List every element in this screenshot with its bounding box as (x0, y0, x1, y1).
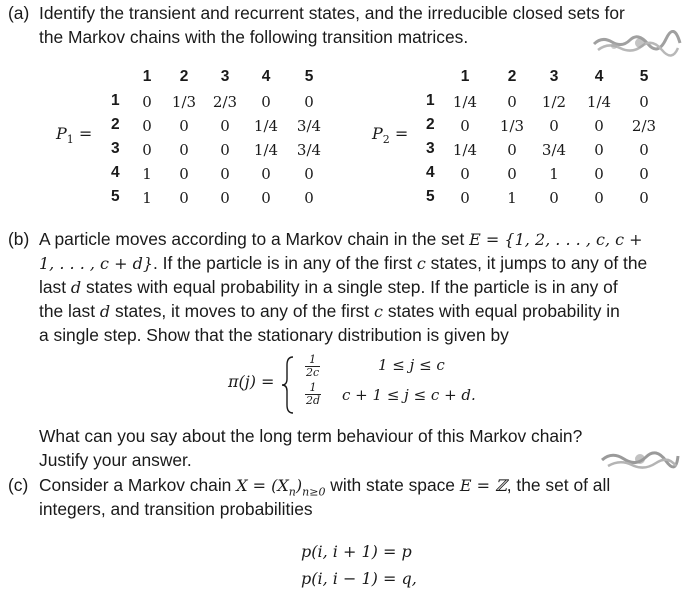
matrix-p2-cell: 0 (639, 93, 649, 111)
part-b-line-1 (39, 228, 694, 252)
matrix-p1-cell: 1 (142, 189, 152, 207)
matrix-p2-col-header: 5 (639, 68, 649, 85)
matrix-p1-row-header: 4 (111, 164, 120, 181)
part-b-l1-text: A particle moves according to a Markov chain in the set (39, 229, 470, 249)
part-c-sub-n-geq-0: n≥0 (302, 485, 326, 499)
matrix-p2-cell: 0 (639, 189, 649, 207)
pi-lhs: π(j) = (228, 372, 275, 391)
watermark-stamp (592, 30, 682, 58)
matrix-p1-name: P (56, 124, 67, 143)
matrix-p1-cell: 0 (304, 93, 314, 111)
matrix-p1-label (56, 124, 92, 146)
part-b-l4-post: states with equal probability in (383, 301, 620, 321)
matrix-p1-cell: 0 (179, 189, 189, 207)
matrix-p1-col-header: 3 (220, 68, 230, 85)
matrix-p1-cell: 0 (261, 93, 271, 111)
matrix-p1-cell: 0 (179, 141, 189, 159)
case-2-num: 1 (305, 382, 321, 395)
matrix-p1-col-header: 2 (179, 68, 189, 85)
matrix-p1-cell: 2/3 (212, 93, 238, 111)
left-brace (281, 355, 295, 415)
matrix-p2-col-header: 4 (594, 68, 604, 85)
matrix-p2-cell: 0 (460, 189, 470, 207)
part-c-sub-n: n (288, 485, 296, 499)
matrix-p2-row-header: 5 (426, 188, 435, 205)
matrix-p2-cell: 1/4 (586, 93, 612, 111)
matrix-p1-subscript: 1 (66, 133, 74, 147)
part-b-l2-end: states, it jumps to any of the (425, 253, 648, 273)
matrix-p1-cell: 0 (179, 165, 189, 183)
case-2-condition: c + 1 ≤ j ≤ c + d. (342, 386, 476, 404)
matrix-p1-cell: 0 (142, 93, 152, 111)
matrix-p2-equals: = (394, 124, 409, 143)
part-b-d: d (70, 278, 82, 297)
matrix-p2-cell: 0 (594, 189, 604, 207)
matrix-p1-cell: 1/4 (253, 141, 279, 159)
case-1-den: 2c (306, 366, 320, 379)
matrix-p1-col-header: 4 (261, 68, 271, 85)
matrix-p2-cell: 0 (549, 189, 559, 207)
matrix-p2-cell: 1/4 (452, 93, 478, 111)
matrix-p1-col-header: 5 (304, 68, 314, 85)
part-c-x-math: X = (X (236, 476, 289, 495)
part-b-d-2: d (99, 302, 111, 321)
matrix-p2-cell: 0 (639, 165, 649, 183)
matrix-p1-col-header: 1 (142, 68, 152, 85)
matrix-p2-cell: 1 (549, 165, 559, 183)
matrix-p2-cell: 1/4 (452, 141, 478, 159)
part-b-line-2 (39, 252, 694, 276)
case-1-fraction (305, 354, 320, 379)
matrix-p1-cell: 3/4 (296, 141, 322, 159)
part-b-question-1: What can you say about the long term behaviour of this Markov chain? (39, 426, 583, 446)
matrix-p1-cell: 3/4 (296, 117, 322, 135)
matrix-p2-cell: 1/3 (499, 117, 525, 135)
matrix-p2-subscript: 2 (382, 133, 390, 147)
matrix-p2-row-header: 3 (426, 140, 435, 157)
part-a-line-1: Identify the transient and recurrent states, and the irreducible closed sets for (39, 3, 625, 23)
matrix-p1-cell: 0 (179, 117, 189, 135)
matrix-p1-cell: 0 (142, 141, 152, 159)
matrix-p2-cell: 0 (507, 165, 517, 183)
matrix-p2-cell: 2/3 (631, 117, 657, 135)
part-c-label: (c) (8, 475, 29, 495)
matrix-p2-col-header: 1 (460, 68, 470, 85)
part-b-l4-pre: the last (39, 301, 100, 321)
matrix-p1-cell: 0 (220, 141, 230, 159)
part-c-l1-post: , the set of all (506, 475, 611, 495)
case-1-num: 1 (305, 354, 320, 367)
part-c-state-space: E = ℤ (459, 476, 507, 495)
part-a-label: (a) (8, 3, 30, 23)
part-a-line-2: the Markov chains with the following transition matrices. (39, 27, 469, 47)
part-c-l1-mid: with state space (325, 475, 460, 495)
watermark-stamp-2 (600, 447, 680, 473)
part-c-paren: ) (295, 476, 303, 495)
matrix-p1-cell: 0 (220, 117, 230, 135)
matrix-p2-cell: 0 (460, 165, 470, 183)
part-c-l1-pre: Consider a Markov chain (39, 475, 237, 495)
part-c-line-2: integers, and transition probabilities (39, 499, 313, 519)
part-b-l3-pre: last (39, 277, 71, 297)
matrix-p2-cell: 0 (594, 165, 604, 183)
matrix-p2-row-header: 4 (426, 164, 435, 181)
matrix-p2-cell: 0 (507, 93, 517, 111)
part-b-c: c (416, 254, 426, 273)
part-b-question-2: Justify your answer. (39, 450, 192, 470)
part-b-l4-mid: states, it moves to any of the first (110, 301, 375, 321)
matrix-p2-col-header: 3 (549, 68, 559, 85)
part-b-line-4 (39, 300, 694, 324)
matrix-p1-cell: 0 (142, 117, 152, 135)
matrix-p1-row-header: 1 (111, 92, 120, 109)
matrix-p2-row-header: 2 (426, 116, 435, 133)
matrix-p1-cell: 1 (142, 165, 152, 183)
part-b-label: (b) (8, 229, 30, 249)
part-b-line-3 (39, 276, 694, 300)
matrix-p2-label (372, 124, 408, 146)
matrix-p2-row-header: 1 (426, 92, 435, 109)
matrix-p2-cell: 0 (549, 117, 559, 135)
matrix-p2-cell: 1/2 (541, 93, 567, 111)
matrix-p1-cell: 0 (220, 189, 230, 207)
matrix-p2-col-header: 2 (507, 68, 517, 85)
part-b-set-math-2: 1, . . . , c + d} (39, 254, 153, 273)
matrix-p2-cell: 1 (507, 189, 517, 207)
matrix-p1-cell: 0 (304, 165, 314, 183)
matrix-p1-cell: 0 (220, 165, 230, 183)
part-b-l3-post: states with equal probability in a single step. If the particle is in any of (81, 277, 618, 297)
transition-eq-2: p(i, i − 1) = q, (301, 569, 417, 588)
matrix-p1-cell: 1/4 (253, 117, 279, 135)
case-2-den: 2d (306, 394, 321, 407)
part-b-c-2: c (374, 302, 383, 321)
part-b-l2-text: . If the particle is in any of the first (153, 253, 417, 273)
matrix-p1-row-header: 3 (111, 140, 120, 157)
matrix-p1-cell: 0 (261, 189, 271, 207)
matrix-p1-equals: = (78, 124, 93, 143)
matrix-p2-cell: 0 (507, 141, 517, 159)
matrix-p2-cell: 0 (639, 141, 649, 159)
case-2-fraction (305, 382, 321, 407)
part-b-line-5: a single step. Show that the stationary distribution is given by (39, 325, 509, 345)
transition-eq-1: p(i, i + 1) = p (301, 542, 412, 561)
matrix-p2-cell: 3/4 (541, 141, 567, 159)
matrix-p1-cell: 1/3 (171, 93, 197, 111)
matrix-p2-cell: 0 (594, 117, 604, 135)
matrix-p1-row-header: 5 (111, 188, 120, 205)
case-1-condition: 1 ≤ j ≤ c (378, 356, 445, 374)
part-b-set-math: E = {1, 2, . . . , c, c + (469, 230, 643, 249)
matrix-p2-cell: 0 (594, 141, 604, 159)
matrix-p1-cell: 0 (261, 165, 271, 183)
matrix-p1-cell: 0 (304, 189, 314, 207)
matrix-p2-cell: 0 (460, 117, 470, 135)
matrix-p2-name: P (372, 124, 383, 143)
matrix-p1-row-header: 2 (111, 116, 120, 133)
